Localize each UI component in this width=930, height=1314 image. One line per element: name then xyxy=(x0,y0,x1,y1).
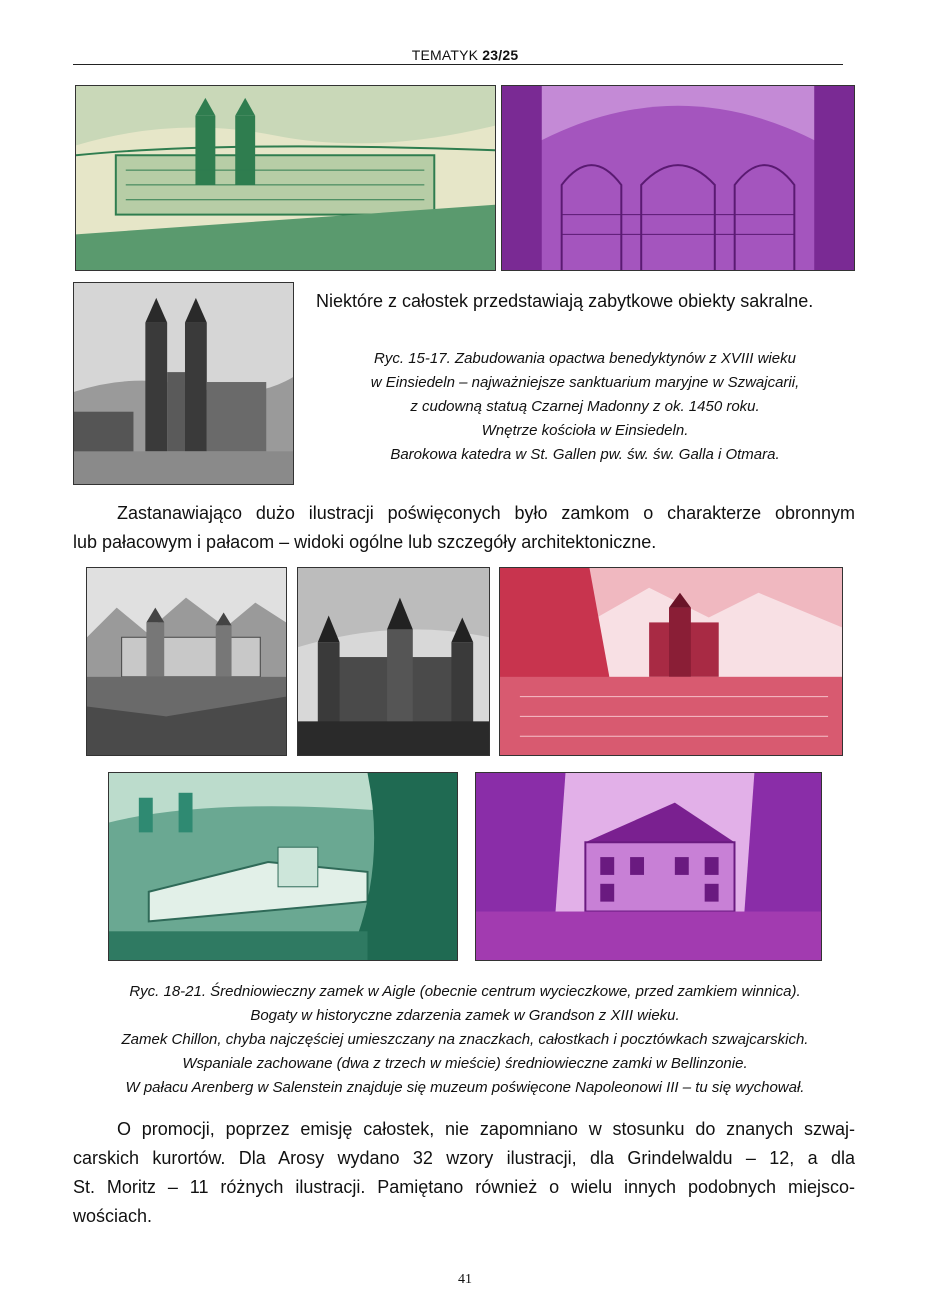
caption-line: Barokowa katedra w St. Gallen pw. św. św. Galla i Otmara. xyxy=(390,446,780,463)
page-number: 41 xyxy=(458,1272,472,1287)
paragraph-line: wościach. xyxy=(73,1206,153,1226)
caption-line: Bogaty w historyczne zdarzenia zamek w Grandson z XIII wieku. xyxy=(250,1007,680,1024)
journal-name: TEMATYK xyxy=(411,47,479,63)
caption-line: Ryc. 15-17. Zabudowania opactwa benedyktynów z XVIII wieku xyxy=(374,350,796,367)
grandson-castle xyxy=(297,567,490,756)
caption-line: Ryc. 18-21. Średniowieczny zamek w Aigle (obecnie centrum wycieczkowe, przed zamkiem winnica). xyxy=(129,983,801,1000)
arenberg-palace-salenstein xyxy=(475,772,822,961)
caption-line: Wnętrze kościoła w Einsiedeln. xyxy=(481,422,689,439)
paragraph-line: O promocji, poprzez emisję całostek, nie zapomniano w stosunku do znanych szwaj- xyxy=(117,1119,855,1139)
st-gallen-cathedral-photo xyxy=(73,282,294,485)
paragraph-line: carskich kurortów. Dla Arosy wydano 32 wzory ilustracji, dla Grindelwaldu – 12, a dla xyxy=(73,1148,855,1168)
header-rule xyxy=(73,64,843,65)
caption-line: Wspaniale zachowane (dwa z trzech w mieście) średniowieczne zamki w Bellinzonie. xyxy=(182,1055,748,1072)
caption-18-21 xyxy=(0,980,930,1100)
aigle-castle xyxy=(86,567,287,756)
paragraph-castles xyxy=(73,499,855,557)
chillon-castle xyxy=(499,567,843,756)
intro-line: Niektóre z całostek przedstawiają zabytkowe obiekty sakralne. xyxy=(316,291,814,311)
paragraph-resorts xyxy=(73,1115,855,1231)
einsiedeln-church-interior xyxy=(501,85,855,271)
paragraph-line: Zastanawiająco dużo ilustracji poświęconych było zamkom o charakterze obronnym xyxy=(117,503,855,523)
paragraph-line: St. Moritz – 11 różnych ilustracji. Pamiętano również o wielu innych podobnych miejsco- xyxy=(73,1177,855,1197)
running-header xyxy=(0,47,930,63)
caption-line: w Einsiedeln – najważniejsze sanktuarium maryjne w Szwajcarii, xyxy=(370,374,800,391)
einsiedeln-abbey-engraving xyxy=(75,85,496,271)
caption-line: Zamek Chillon, chyba najczęściej umieszczany na znaczkach, całostkach i pocztówkach szwajcarskich. xyxy=(121,1031,809,1048)
caption-line: z cudowną statuą Czarnej Madonny z ok. 1450 roku. xyxy=(410,398,760,415)
issue-number: 23/25 xyxy=(482,47,519,63)
caption-line: W pałacu Arenberg w Salenstein znajduje się muzeum poświęcone Napoleonowi III – tu się wychował. xyxy=(125,1079,805,1096)
bellinzona-castles xyxy=(108,772,458,961)
paragraph-line: lub pałacowym i pałacom – widoki ogólne lub szczegóły architektoniczne. xyxy=(73,532,657,552)
caption-15-17 xyxy=(305,347,865,467)
